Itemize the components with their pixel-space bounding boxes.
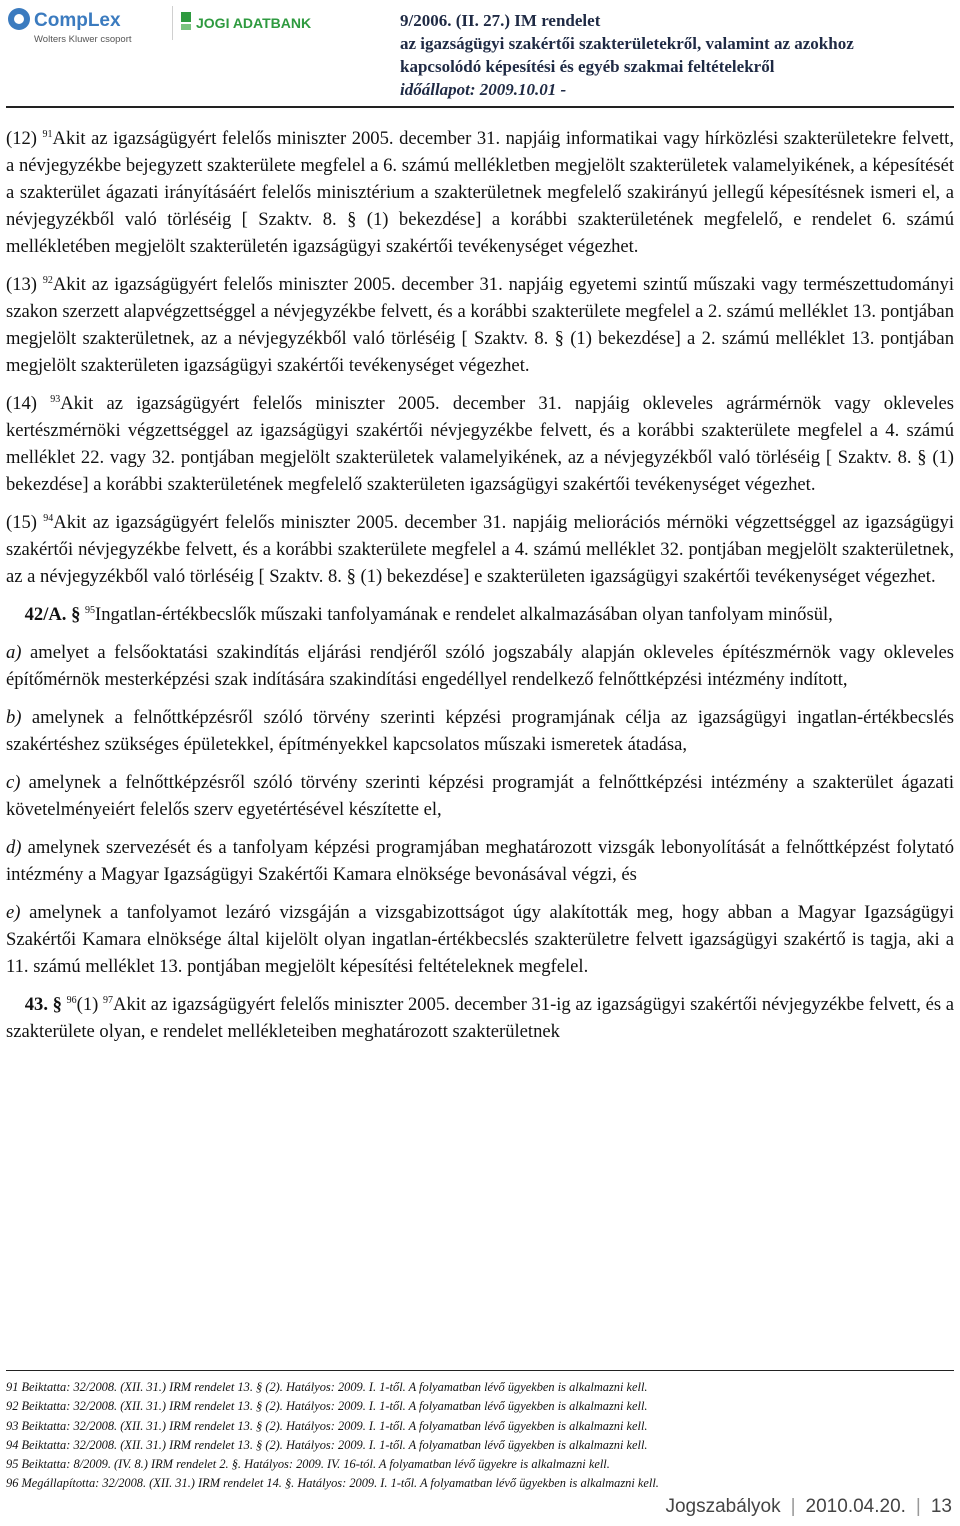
footer-separator: |: [915, 1496, 921, 1517]
document-title-block: [400, 9, 854, 101]
footer-separator: |: [790, 1496, 796, 1517]
section-43: 43. § $^{96}$(1) $^{97}$Akit az igazságügyért felelős miniszter 2005. december 31-ig az igazságügyi szakértői névjegyzékbe felvett, és a szakterülete olyan, e rendelet mellékleteiben meghatározott szakterületnek: [6, 994, 955, 1042]
paragraph-14: (14) $^{93}$Akit az igazságügyért felelős miniszter 2005. december 31. napjáig okleveles agrármérnök vagy okleveles kertészmérnöki végzettséggel az igazságügyi szakértői névjegyzékbe felvett, és a korábbi szakterülete megfelel a 4. számú melléklet 22. vagy 32. pontjában megjelölt szakterületek valamelyikének, az a névjegyzékből való törléséig [ Szaktv. 8. § (1) bekezdése] a korábbi szakterületének megfelelő szakterületen igazságügyi szakértői tevékenységet végezhet.: [6, 393, 954, 495]
jogi-adatbank-logo: [178, 6, 338, 42]
paragraph-15: (15) $^{94}$Akit az igazságügyért felelős miniszter 2005. december 31. napjáig meliorációs mérnöki végzettséggel az igazságügyi szakértői névjegyzékbe felvett, és a korábbi szakterülete megfelel a 4. számú melléklet 32. pontjában megjelölt szakterületnek, az a névjegyzékből való törléséig [ Szaktv. 8. § (1) bekezdése] e szakterületen igazságügyi szakértői tevékenységet végezhet.: [6, 512, 954, 587]
jogi-logo-text: JOGI ADATBANK: [196, 15, 312, 31]
document-body: [6, 125, 954, 1056]
page-number: 13: [930, 1496, 952, 1517]
footnotes: [6, 1378, 954, 1494]
footnote-rule: [6, 1370, 954, 1371]
point-c: c) amelynek a felnőttképzésről szóló törvény szerinti képzési programját a felnőttképzési intézmény a szakterület ágazati követelményeiért felelős szerv egyetértésével készítette el,: [6, 772, 954, 820]
footer-source: Jogszabályok: [665, 1496, 781, 1517]
footnote-ref[interactable]: 95: [85, 605, 96, 616]
footnote: 96 Megállapította: 32/2008. (XII. 31.) IRM rendelet 14. §. Hatályos: 2009. I. 1-től. A folyamatban lévő ügyekben is alkalmazni kell.: [6, 1476, 659, 1491]
footnote-ref[interactable]: 92: [42, 275, 53, 286]
footnote-ref[interactable]: 91: [42, 129, 53, 140]
page-footer: [665, 1496, 952, 1518]
section-number: 42/A. §: [24, 604, 81, 625]
state-date: időállapot: 2009.10.01 -: [400, 80, 567, 99]
footnote: 92 Beiktatta: 32/2008. (XII. 31.) IRM rendelet 13. § (2). Hatályos: 2009. I. 1-től. A folyamatban lévő ügyekben is alkalmazni kell.: [6, 1399, 648, 1414]
paragraph-13: (13) $^{92}$Akit az igazságügyért felelős miniszter 2005. december 31. napjáig egyetemi szintű műszaki vagy természettudományi szakon szerzett alapvégzettséggel a névjegyzékbe felvett, és a korábbi szakterülete megfelel a 2. számú melléklet 13. pontjában megjelölt szakterületnek, az a névjegyzékből való törléséig [ Szaktv. 8. § (1) bekezdése] a 2. számú melléklet 13. pontjában megjelölt szakterületen igazságügyi szakértői tevékenységet végezhet.: [6, 274, 954, 376]
point-e: e) amelynek a tanfolyamot lezáró vizsgáján a vizsgabizottságot úgy alakították meg, hogy abban a Magyar Igazságügyi Szakértői Kamara elnöksége által kijelölt olyan ingatlan-értékbecslés szakterületre felvett igazságügyi szakértő is tagja, aki a 11. számú melléklet 13. pontjában megjelölt képesítési feltételeknek megfelel.: [6, 902, 954, 977]
document-subtitle-1: az igazságügyi szakértői szakterületekről, valamint az azokhoz: [400, 34, 854, 53]
complex-logo-sub: Wolters Kluwer csoport: [34, 34, 132, 45]
footnote: 91 Beiktatta: 32/2008. (XII. 31.) IRM rendelet 13. § (2). Hatályos: 2009. I. 1-től. A folyamatban lévő ügyekben is alkalmazni kell.: [6, 1380, 648, 1394]
point-a: a) amelyet a felsőoktatási szakindítás eljárási rendjéről szóló jogszabály alapján okleveles építészmérnök vagy okleveles építőmérnök mesterképzési szak indítására szakindítási engedéllyel rendelkező felnőttképzési intézmény indított,: [6, 642, 954, 690]
point-d: d) amelynek szervezését és a tanfolyam képzési programjában meghatározott vizsgák lebonyolítását a felnőttképzést folytató intézmény a Magyar Igazságügyi Szakértői Kamara elnöksége bevonásával végzi, és: [6, 837, 954, 885]
point-b: b) amelynek a felnőttképzésről szóló törvény szerinti képzési programjának célja az igazságügyi ingatlan-értékbecslés szakértéshez szükséges épületekkel, építményekkel kapcsolatos műszaki ismeretek átadása,: [6, 707, 954, 755]
page-header: [0, 0, 960, 110]
section-42a: 42/A. § $^{95}$Ingatlan-értékbecslők műszaki tanfolyamának e rendelet alkalmazásában olyan tanfolyam minősül,: [24, 604, 833, 625]
complex-logo: [6, 6, 166, 50]
footnote: 94 Beiktatta: 32/2008. (XII. 31.) IRM rendelet 13. § (2). Hatályos: 2009. I. 1-től. A folyamatban lévő ügyekben is alkalmazni kell.: [6, 1437, 648, 1452]
document-title: 9/2006. (II. 27.) IM rendelet: [400, 11, 601, 30]
footnote: 95 Beiktatta: 8/2009. (IV. 8.) IRM rendelet 2. §. Hatályos: 2009. IV. 16-tól. A folyamatban lévő ügyekre is alkalmazni kell.: [6, 1457, 610, 1472]
document-subtitle-2: kapcsolódó képesítési és egyéb szakmai feltételekről: [400, 57, 775, 76]
footnote-ref[interactable]: 94: [43, 513, 54, 524]
footnote-ref[interactable]: 96: [66, 995, 77, 1006]
footnote-ref[interactable]: 97: [103, 995, 114, 1006]
footnote: 93 Beiktatta: 32/2008. (XII. 31.) IRM rendelet 13. § (2). Hatályos: 2009. I. 1-től. A folyamatban lévő ügyekben is alkalmazni kell.: [6, 1418, 648, 1433]
paragraph-12: (12) $^{91}$Akit az igazságügyért felelős miniszter 2005. december 31. napjáig informatikai vagy hírközlési szakterületekre felvett, a névjegyzékbe bejegyzett szakterülete megfelel a 6. számú mellékletben megjelölt szakterületek valamelyikének, a képesítését a szakterület ágazati irányításáért felelős minisztérium a szakterületnek megfelelő szakirányú jellegű képesítésnek ismeri el, a névjegyzékből való törléséig [ Szaktv. 8. § (1) bekezdése] a korábbi szakterületének megfelelő, e rendelet 6. számú mellékletében megjelölt szakterületén igazságügyi szakértői tevékenységet végezhet.: [6, 128, 954, 257]
logo-divider: [172, 6, 173, 40]
header-rule: [6, 106, 954, 108]
footnote-ref[interactable]: 93: [50, 394, 61, 405]
section-number: 43. §: [24, 994, 62, 1015]
complex-logo-text: CompLex: [34, 10, 121, 31]
footer-date: 2010.04.20.: [805, 1496, 906, 1517]
